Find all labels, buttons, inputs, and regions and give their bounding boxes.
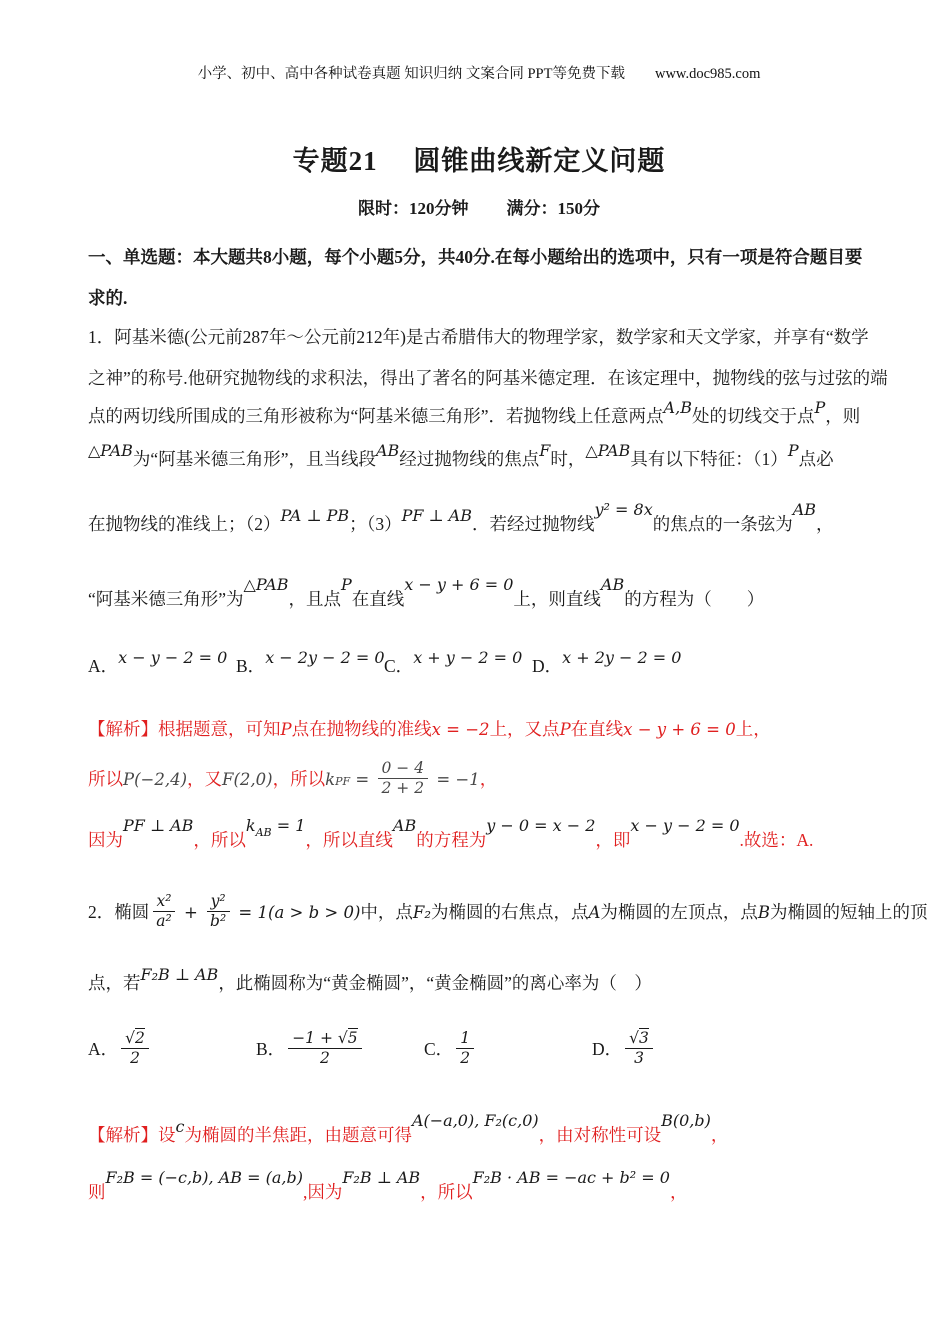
text-run: 点的两切线所围成的三角形被称为“阿基米德三角形”．若抛物线上任意两点 [88,406,664,426]
option-value [562,648,682,676]
header-text: 小学、初中、高中各种试卷真题 知识归纳 文案合同 PPT等免费下载 [197,66,625,82]
math-run: F₂B = (−c,b), AB = (a,b) [105,1167,303,1187]
text-run: 点必 [798,449,834,469]
time-limit: 限时：120分钟 [358,199,469,218]
math-run: △PAB [88,441,133,460]
math-run: y² = 8x [594,500,653,519]
math-run: = 1 [271,816,306,836]
option-label: A． [88,656,119,676]
section-heading-line-2 [88,286,870,310]
text-run: 因为 [88,830,123,851]
fraction [456,1029,474,1067]
text-run: 【解析】根据题意，可知 [88,719,281,739]
header-url: www.doc985.com [654,66,761,82]
text-run: 点，若 [88,973,141,994]
text-run: 为椭圆的半焦距，由题意可得 [184,1124,412,1145]
text-run: 的方程为（ ） [624,589,765,609]
option-value [118,1029,152,1067]
text-run: 的焦点的一条弦为 [652,514,793,534]
radicand: 2 [135,1029,145,1048]
math-run: x − y − 2 = 0 [630,816,740,836]
math-run: PF ⊥ AB [123,816,194,836]
text-run: ，又 [187,769,223,790]
denominator: 2 [460,1048,471,1067]
text-run: 为椭圆的右焦点，点 [430,902,589,923]
math-run: k [325,770,336,790]
option-value [118,648,228,676]
fraction [121,1029,149,1067]
text-run: 点在抛物线的准线 [291,719,432,739]
text-run: ，即 [595,830,631,851]
math-run: A [588,903,601,923]
math-run: B(0,b) [661,1110,711,1130]
text-run: ．若经过抛物线 [472,514,595,534]
math-run: F [539,441,551,460]
option-label: B． [236,656,266,676]
text-run: 【解析】设 [88,1124,176,1145]
q2-option-d [592,1029,760,1070]
solution-1-line-2 [88,759,870,800]
page-title: 专题21 圆锥曲线新定义问题 [292,146,666,176]
text-run: ， [816,514,834,534]
option-value [453,1029,477,1067]
math-run: x − y + 6 = 0 [623,720,736,739]
math-run: P [340,575,352,594]
numerator [121,1029,149,1049]
math-run: AB [600,575,625,594]
option-value [413,648,523,676]
math-run: x − y + 6 = 0 [404,575,514,594]
question-2-options [88,1029,870,1070]
text-run: 为椭圆的短轴上的顶 [770,902,928,923]
option-value [285,1029,364,1067]
option-value [622,1029,656,1067]
math-run: P [280,720,292,739]
math-run: x + y − 2 = 0 [413,648,523,667]
section-heading-line-1 [88,245,870,269]
question-2-line-1 [88,892,928,933]
denominator: b² [210,911,227,930]
question-1-options [88,648,870,679]
math-run: P(−2,4) [123,770,188,790]
math-run: △PAB [243,575,289,594]
question-1-line-4 [88,441,870,472]
text-run: 1．阿基米德(公元前287年～公元前212年)是古希腊伟大的物理学家，数学家和天文学家，并享有“数学 [88,327,869,347]
solution-2-line-2 [88,1167,870,1205]
q2-option-b [256,1029,424,1070]
option-value [265,648,385,676]
fraction [625,1029,653,1067]
radicand: 3 [639,1029,649,1048]
text-run: ，则 [825,406,861,426]
q1-option-d [532,648,682,679]
numerator [625,1029,653,1049]
numerator: −1 + √5 [288,1029,361,1049]
page-header [68,0,890,83]
numerator: x² [153,892,176,912]
text-run: ， [710,1124,729,1145]
text-run: ，所以 [193,830,246,851]
text-run: 在抛物线的准线上；（2） [88,514,281,534]
question-1-line-5 [88,500,870,537]
option-label: A． [88,1039,119,1060]
text-run: 为“阿基米德三角形”，且当线段 [132,449,376,469]
radical-sign: √ [337,1029,348,1048]
math-run: x + 2y − 2 = 0 [562,648,682,667]
math-run: AB [255,826,272,840]
math-run: x − y − 2 = 0 [118,648,228,667]
math-run: c [175,1116,185,1136]
math-run: F₂ [412,903,431,923]
q2-option-a [88,1029,256,1070]
math-run: A(−a,0), F₂(c,0) [411,1110,539,1130]
math-run: PF ⊥ AB [401,506,472,525]
numerator: 0 − 4 [378,759,429,779]
text-run: 所以 [88,769,123,790]
math-run: F(2,0) [222,770,273,790]
text-run: 为椭圆的左顶点，点 [600,902,758,923]
text-run: ，此椭圆称为“黄金椭圆”，“黄金椭圆”的离心率为（ ） [218,973,652,994]
math-run: + [178,903,204,923]
denominator: 2 [130,1048,140,1067]
math-run: = 1(a > b > 0) [233,903,361,923]
text-run: ， [669,1181,688,1202]
question-1-line-2 [88,366,888,390]
text-run: 具有以下特征：（1） [630,449,788,469]
text-run: 中，点 [360,902,413,923]
fraction [152,892,175,930]
radical-sign: √ [125,1029,136,1048]
text-run: ；（3） [349,514,402,534]
radical-sign: √ [629,1029,640,1048]
radicand: 5 [347,1029,358,1048]
question-1-line-3 [88,398,870,429]
text-run: ，所以 [420,1181,473,1202]
option-label: D． [592,1039,623,1060]
question-2-line-2 [88,965,870,996]
denominator: a² [156,911,172,930]
math-run: PF [335,775,351,789]
question-1-line-1 [88,325,870,349]
text-run: 的方程为 [416,830,487,851]
text-run: 处的切线交于点 [691,406,815,426]
text-run: ，所以直线 [305,830,393,851]
text-run: ，所以 [272,769,326,790]
text-run: 上， [735,719,771,739]
option-label: D． [532,656,563,676]
numerator: 1 [456,1029,474,1049]
text-run: 2．椭圆 [88,902,150,923]
math-run: = −1 [431,770,480,790]
math-run: = [350,770,375,790]
q1-option-a [88,648,236,679]
denominator: 3 [634,1048,644,1067]
numerator: y² [207,892,230,912]
text-run: ，且点 [288,589,341,609]
math-run: AB [375,441,400,460]
math-run: P [787,441,799,460]
text-run: .故选：A. [739,830,814,851]
text-run: 在直线 [351,589,405,609]
math-run: B [757,903,771,923]
math-run: x = −2 [431,720,490,739]
fraction [206,892,230,930]
denominator: 2 [319,1048,330,1067]
option-label: B． [256,1039,286,1060]
text-run: 一、单选题：本大题共8小题，每个小题5分，共40分.在每小题给出的选项中，只有一项是符合题目要 [88,247,863,267]
math-run: AB [792,500,817,519]
option-label: C． [424,1039,454,1060]
text-run: 求的. [88,288,128,308]
math-run: P [814,398,826,417]
math-run: x − 2y − 2 = 0 [265,648,385,667]
text-run: ， [479,769,498,790]
text-run: ,因为 [302,1181,343,1202]
option-label: C． [384,656,414,676]
solution-1-line-1 [88,717,870,742]
text-run: “阿基米德三角形”为 [88,589,244,609]
math-run: AB [392,816,417,836]
math-run: △PAB [585,441,631,460]
q1-option-c [384,648,532,679]
solution-2-line-1 [88,1110,870,1148]
text-run: 上，又点 [489,719,560,739]
text-run: 之神”的称号.他研究抛物线的求积法，得出了著名的阿基米德定理．在该定理中，抛物线的弦与过弦的端 [88,368,888,388]
q2-option-c [424,1029,592,1070]
math-run: P [559,720,571,739]
fraction [378,759,429,797]
text-run: 则 [88,1181,106,1202]
solution-1-line-3 [88,816,870,855]
math-run: PA ⊥ PB [280,506,350,525]
exam-meta [88,194,870,219]
fraction [288,1029,361,1067]
text-run: 经过抛物线的焦点 [399,449,540,469]
math-run: y − 0 = x − 2 [486,816,596,836]
text-run: 上，则直线 [513,589,601,609]
math-run: F₂B ⊥ AB [140,965,219,985]
text-run: 时， [550,449,586,469]
text-run: 在直线 [570,719,624,739]
question-1-line-6 [88,575,870,612]
math-run: k [245,816,256,836]
full-score: 满分：150分 [506,199,600,218]
math-run: F₂B ⊥ AB [342,1167,421,1187]
q1-option-b [236,648,385,679]
math-run: A,B [663,398,692,417]
denominator: 2 + 2 [381,778,425,797]
text-run: ，由对称性可设 [538,1124,662,1145]
math-run: F₂B · AB = −ac + b² = 0 [472,1167,670,1187]
